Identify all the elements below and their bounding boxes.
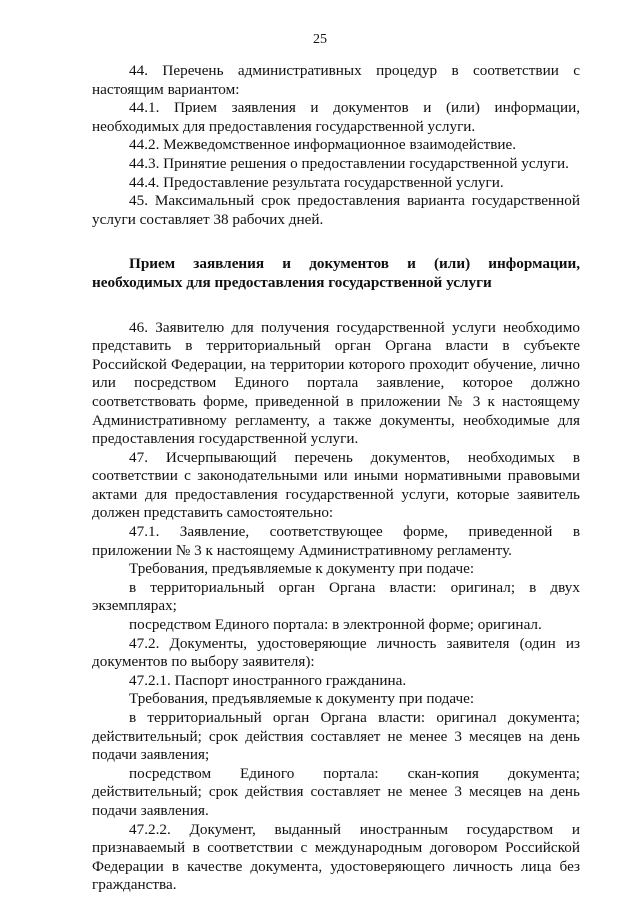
requirements-label: Требования, предъявляемые к документу при подаче: <box>129 560 475 578</box>
requirements-label-2: Требования, предъявляемые к документу при подаче: <box>129 690 475 708</box>
page-number: 25 <box>313 32 327 47</box>
requirement-portal: посредством Единого портала: в электронной форме; оригинал. <box>129 616 542 634</box>
document-body <box>92 62 580 895</box>
paragraph-44-4: 44.4. Предоставление результата государственной услуги. <box>129 173 504 191</box>
paragraph-45: 45. Максимальный срок предоставления варианта государственной услуги составляет 38 рабочих дней. <box>92 192 580 228</box>
paragraph-46: 46. Заявителю для получения государственной услуги необходимо представить в территориальный орган Органа власти в субъекте Российской Федерации, на территории которого проходит обучение, лично или посредством Единого портала заявление, которое должно соответствовать форме, приведенной в приложении № 3 к настоящему Административному регламенту, а также документы, необходимые для предоставления государственной услуги. <box>92 318 580 448</box>
paragraph-47-1: 47.1. Заявление, соответствующее форме, приведенной в приложении № 3 к настоящему Административному регламенту. <box>92 523 580 559</box>
paragraph-47-2: 47.2. Документы, удостоверяющие личность заявителя (один из документов по выбору заявителя): <box>92 634 580 671</box>
requirement-territorial-2: в территориальный орган Органа власти: оригинал документа; действительный; срок действия составляет не менее 3 месяцев на день подачи заявления; <box>92 709 580 764</box>
paragraph-44-1: 44.1. Прием заявления и документов и (или) информации, необходимых для предоставления государственной услуги. <box>92 99 580 135</box>
paragraph-44-2: 44.2. Межведомственное информационное взаимодействие. <box>129 136 517 154</box>
section-heading: Прием заявления и документов и (или) информации, необходимых для предоставления государственной услуги <box>92 255 580 291</box>
requirement-portal-2: посредством Единого портала: скан-копия документа; действительный; срок действия составляет не менее 3 месяцев на день подачи заявления. <box>92 764 580 819</box>
paragraph-47-2-1: 47.2.1. Паспорт иностранного гражданина. <box>129 671 407 689</box>
paragraph-47-2-2: 47.2.2. Документ, выданный иностранным государством и признаваемый в соответствии с международным договором Российской Федерации в качестве документа, удостоверяющего личность лица без гражданства. <box>92 820 580 894</box>
paragraph-44: 44. Перечень административных процедур в соответствии с настоящим вариантом: <box>92 62 580 98</box>
requirement-territorial: в территориальный орган Органа власти: оригинал; в двух экземплярах; <box>92 578 580 615</box>
paragraph-47: 47. Исчерпывающий перечень документов, необходимых в соответствии с законодательными или иными нормативными правовыми актами для предоставления государственной услуги, которые заявитель должен представить самостоятельно: <box>92 448 580 522</box>
paragraph-44-3: 44.3. Принятие решения о предоставлении государственной услуги. <box>129 154 569 172</box>
